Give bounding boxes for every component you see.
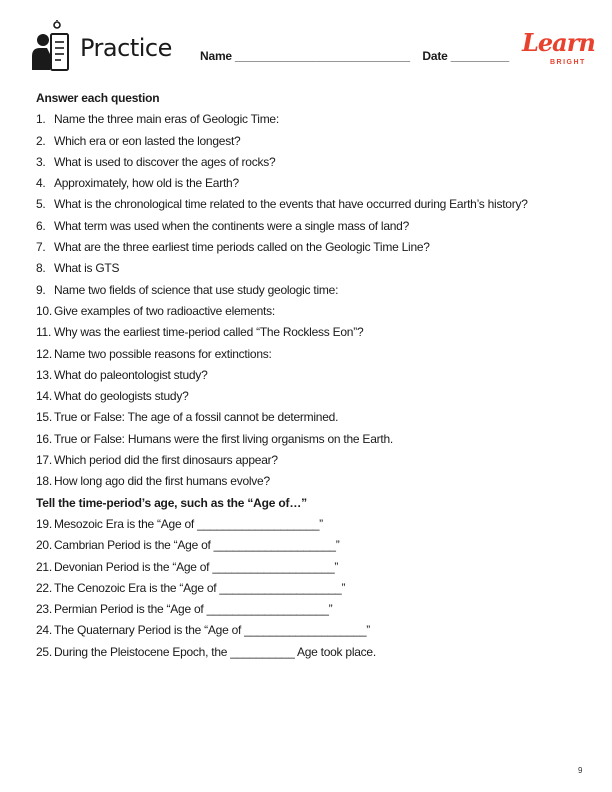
question-text: Name the three main eras of Geologic Time: <box>54 112 279 127</box>
section-heading: Tell the time-period’s age, such as the “Age of…” <box>36 495 307 510</box>
question-item <box>36 535 576 556</box>
question-text: Give examples of two radioactive elements: <box>54 303 275 318</box>
section-heading: Answer each question <box>36 91 160 105</box>
date-field-label: Date _________ <box>422 49 509 63</box>
brand-logo <box>522 28 594 74</box>
question-text: Name two fields of science that use study geologic time: <box>54 282 339 297</box>
worksheet-content <box>36 88 576 663</box>
question-item <box>36 386 576 407</box>
question-number: 5. <box>36 197 46 212</box>
question-text: The Cenozoic Era is the “Age of ___________________” <box>54 580 346 595</box>
question-item <box>36 344 576 365</box>
question-item <box>36 578 576 599</box>
name-field-label: Name ___________________________ <box>200 49 410 63</box>
question-text: Which period did the first dinosaurs appear? <box>54 453 278 468</box>
question-number: 7. <box>36 240 46 255</box>
question-item <box>36 216 576 237</box>
question-number: 21. <box>36 559 52 574</box>
question-text: How long ago did the first humans evolve? <box>54 474 270 489</box>
question-number: 8. <box>36 261 46 276</box>
question-number: 22. <box>36 580 52 595</box>
question-number: 14. <box>36 389 52 404</box>
page-number: 9 <box>578 766 583 775</box>
question-number: 9. <box>36 282 46 297</box>
question-item <box>36 557 576 578</box>
question-text: Which era or eon lasted the longest? <box>54 133 241 148</box>
question-item <box>36 258 576 279</box>
question-number: 13. <box>36 367 52 382</box>
question-item <box>36 471 576 492</box>
question-number: 15. <box>36 410 52 425</box>
question-item <box>36 599 576 620</box>
question-item <box>36 109 576 130</box>
question-list <box>36 514 576 663</box>
question-number: 11. <box>36 325 52 340</box>
question-item <box>36 365 576 386</box>
student-worksheet-icon <box>30 20 74 72</box>
question-number: 6. <box>36 218 46 233</box>
question-item <box>36 301 576 322</box>
question-list <box>36 109 576 492</box>
question-number: 25. <box>36 644 52 659</box>
question-item <box>36 152 576 173</box>
question-item <box>36 450 576 471</box>
question-text: What do paleontologist study? <box>54 367 208 382</box>
question-text: Name two possible reasons for extinctions: <box>54 346 272 361</box>
question-number: 24. <box>36 623 52 638</box>
question-number: 23. <box>36 602 52 617</box>
question-item <box>36 407 576 428</box>
question-item <box>36 322 576 343</box>
question-text: What is GTS <box>54 261 120 276</box>
brand-logo-word: Learn <box>522 28 595 57</box>
page-header <box>30 16 595 76</box>
question-text: The Quaternary Period is the “Age of ___________________” <box>54 623 370 638</box>
question-number: 4. <box>36 176 46 191</box>
question-item <box>36 642 576 663</box>
question-text: Approximately, how old is the Earth? <box>54 176 239 191</box>
name-date-line <box>200 49 509 63</box>
question-number: 12. <box>36 346 52 361</box>
question-item <box>36 173 576 194</box>
question-item <box>36 131 576 152</box>
question-text: Devonian Period is the “Age of ___________________” <box>54 559 339 574</box>
question-item <box>36 429 576 450</box>
question-text: What term was used when the continents were a single mass of land? <box>54 218 410 233</box>
question-text: What is the chronological time related to the events that have occurred during Earth’s history? <box>54 197 528 212</box>
question-text: During the Pleistocene Epoch, the __________ Age took place. <box>54 644 376 659</box>
question-item <box>36 514 576 535</box>
question-text: What do geologists study? <box>54 389 189 404</box>
question-number: 19. <box>36 516 52 531</box>
question-number: 10. <box>36 303 52 318</box>
question-number: 16. <box>36 431 52 446</box>
page-title: Practice <box>80 34 172 62</box>
question-item <box>36 194 576 215</box>
question-text: Permian Period is the “Age of ___________________” <box>54 602 333 617</box>
brand-logo-subtitle: BRIGHT <box>550 59 586 66</box>
question-number: 3. <box>36 154 46 169</box>
question-item <box>36 237 576 258</box>
question-text: What is used to discover the ages of rocks? <box>54 154 276 169</box>
question-number: 17. <box>36 453 52 468</box>
question-text: What are the three earliest time periods called on the Geologic Time Line? <box>54 240 430 255</box>
question-number: 1. <box>36 112 46 127</box>
question-text: Why was the earliest time-period called “The Rockless Eon”? <box>54 325 364 340</box>
question-text: Cambrian Period is the “Age of ___________________” <box>54 538 340 553</box>
question-number: 2. <box>36 133 46 148</box>
question-item <box>36 280 576 301</box>
question-text: Mesozoic Era is the “Age of ___________________” <box>54 516 323 531</box>
question-text: True or False: Humans were the first living organisms on the Earth. <box>54 431 393 446</box>
question-number: 20. <box>36 538 52 553</box>
question-text: True or False: The age of a fossil cannot be determined. <box>54 410 339 425</box>
question-item <box>36 620 576 641</box>
question-number: 18. <box>36 474 52 489</box>
